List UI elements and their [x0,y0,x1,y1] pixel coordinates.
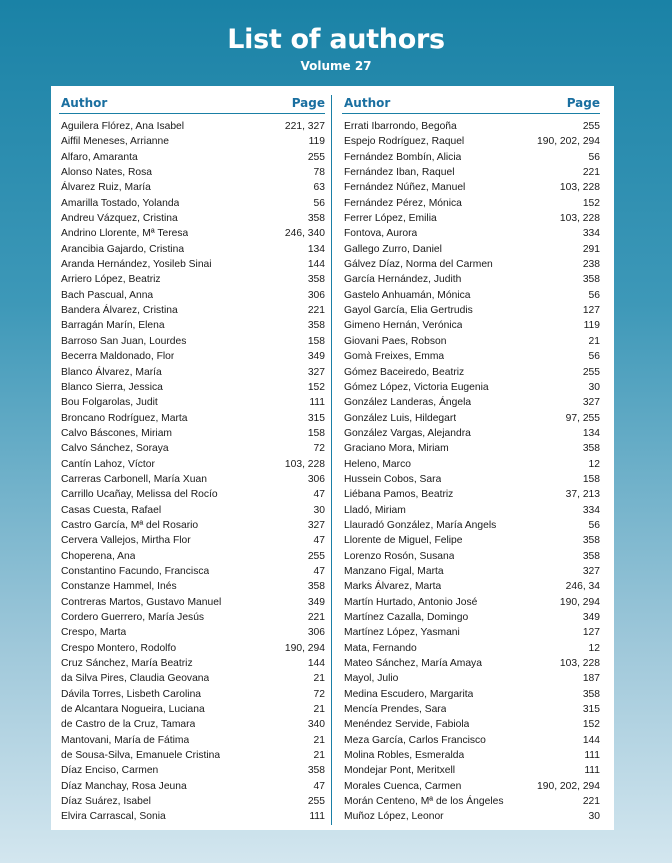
author-name: Arancibia Gajardo, Cristina [61,243,185,255]
author-name: Cantín Lahoz, Víctor [61,458,155,470]
author-pages: 119 [583,320,600,332]
author-pages: 221 [307,612,325,623]
author-name: Giovani Paes, Robson [344,335,447,347]
author-row [342,349,600,364]
author-row [342,365,600,380]
author-name: Dávila Torres, Lisbeth Carolina [61,688,202,700]
author-name: Díaz Manchay, Rosa Jeuna [61,780,187,792]
author-row [59,411,325,426]
author-name: Blanco Álvarez, María [61,366,162,378]
author-row [342,196,600,211]
author-name: Fernández Pérez, Mónica [344,197,462,209]
author-pages: 190, 202, 294 [537,780,600,792]
author-name: Gastelo Anhuamán, Mónica [344,289,471,301]
volume-subtitle: Volume 27 [300,59,372,73]
author-name: Martínez Cazalla, Domingo [344,612,469,623]
author-row [342,226,600,241]
author-pages: 246, 34 [565,581,600,593]
author-row [342,242,600,257]
author-pages: 103, 228 [559,658,600,670]
author-row [342,441,600,456]
author-pages: 358 [307,320,325,332]
author-pages: 30 [588,381,600,393]
author-row [342,272,600,287]
author-name: Cordero Guerrero, María Jesús [61,612,205,623]
author-row [342,334,600,349]
author-row [59,487,325,502]
author-name: Manzano Figal, Marta [344,565,444,577]
author-row [59,365,325,380]
author-row [59,779,325,794]
author-name: Mateo Sánchez, María Amaya [344,658,482,670]
left-column-header [59,95,325,114]
author-pages: 152 [582,719,600,731]
author-row [342,610,600,625]
author-row [59,426,325,441]
author-pages: 190, 202, 294 [537,136,600,148]
author-row [59,457,325,472]
author-pages: 78 [313,167,325,179]
author-row [342,518,600,533]
author-name: Álvarez Ruiz, María [61,182,151,194]
author-name: Andrino Llorente, Mª Teresa [61,228,189,240]
author-row [59,257,325,272]
author-pages: 37, 213 [565,489,600,501]
author-pages: 152 [582,197,600,209]
author-name: Constanze Hammel, Inés [61,581,177,593]
author-name: Crespo, Marta [61,627,127,639]
author-name: Mondejar Pont, Meritxell [344,765,456,777]
author-row [59,595,325,610]
author-row [342,641,600,656]
author-column-heading: Author [61,96,108,110]
author-row [59,119,325,134]
right-column-header [342,95,600,114]
author-row [342,472,600,487]
author-pages: 255 [582,366,600,378]
author-pages: 127 [582,305,600,317]
author-pages: 47 [313,489,325,501]
author-pages: 255 [582,121,600,132]
author-row [342,150,600,165]
author-name: Hussein Cobos, Sara [344,473,442,485]
author-name: Fernández Núñez, Manuel [344,182,466,194]
author-pages: 221 [582,167,600,179]
author-name: Muñoz López, Leonor [344,811,444,823]
author-name: Llauradó González, María Angels [344,519,497,531]
author-name: Marks Álvarez, Marta [344,581,442,593]
left-author-list [59,119,325,825]
author-index-panel [51,86,614,830]
author-pages: 221, 327 [284,121,325,132]
author-name: González Landeras, Ángela [344,397,472,409]
author-row [59,717,325,732]
author-row [342,380,600,395]
author-row [59,318,325,333]
author-pages: 103, 228 [559,182,600,194]
author-name: Gayol García, Elia Gertrudis [344,305,473,317]
author-name: Morales Cuenca, Carmen [344,780,462,792]
author-row [342,533,600,548]
author-pages: 327 [582,565,600,577]
author-row [342,733,600,748]
author-pages: 358 [582,274,600,286]
author-row [342,656,600,671]
author-row [342,717,600,732]
author-name: García Hernández, Judith [344,274,462,286]
author-pages: 327 [307,519,325,531]
author-row [59,349,325,364]
author-row [59,134,325,149]
author-name: de Alcantara Nogueira, Luciana [61,704,205,716]
author-row [59,395,325,410]
author-row [342,779,600,794]
author-name: Heleno, Marco [344,458,411,470]
author-pages: 306 [307,473,325,485]
author-row [59,656,325,671]
author-row [59,702,325,717]
author-pages: 47 [313,535,325,547]
author-pages: 349 [307,596,325,608]
author-row [59,503,325,518]
author-name: Alonso Nates, Rosa [61,167,153,179]
author-row [342,119,600,134]
author-row [59,564,325,579]
author-pages: 327 [307,366,325,378]
author-name: Bandera Álvarez, Cristina [61,305,178,317]
author-row [59,687,325,702]
author-pages: 158 [307,427,325,439]
author-pages: 358 [582,550,600,562]
author-name: Choperena, Ana [61,550,136,562]
author-name: Cervera Vallejos, Mirtha Flor [61,535,191,547]
author-name: Broncano Rodríguez, Marta [61,412,188,424]
author-name: Llorente de Miguel, Felipe [344,535,463,547]
author-row [59,242,325,257]
author-name: Ferrer López, Emilia [344,213,437,225]
author-pages: 291 [582,243,600,255]
author-pages: 358 [582,443,600,455]
author-name: Lladó, Miriam [344,504,406,516]
author-pages: 358 [307,213,325,225]
author-name: González Vargas, Alejandra [344,427,471,439]
author-row [342,134,600,149]
author-row [59,226,325,241]
author-name: Elvira Carrascal, Sonia [61,811,166,823]
author-row [342,303,600,318]
author-name: Andreu Vázquez, Cristina [61,213,178,225]
author-name: da Silva Pires, Claudia Geovana [61,673,210,685]
author-name: Lorenzo Rosón, Susana [344,550,455,562]
author-row [342,702,600,717]
author-name: Gómez Baceiredo, Beatriz [344,366,465,378]
author-pages: 30 [313,504,325,516]
author-pages: 358 [582,688,600,700]
author-pages: 255 [307,550,325,562]
author-pages: 358 [307,581,325,593]
author-name: Blanco Sierra, Jessica [61,381,163,393]
author-pages: 12 [588,458,600,470]
author-name: Medina Escudero, Margarita [344,688,474,700]
author-pages: 144 [582,734,600,746]
author-pages: 56 [588,351,600,363]
author-pages: 255 [307,151,325,163]
author-name: Fernández Iban, Raquel [344,167,455,179]
author-name: Fernández Bombín, Alicia [344,151,462,163]
author-row [342,549,600,564]
author-pages: 111 [309,811,325,823]
author-pages: 103, 228 [559,213,600,225]
author-row [59,518,325,533]
author-name: Martínez López, Yasmani [344,627,460,639]
author-name: Barroso San Juan, Lourdes [61,335,187,347]
author-pages: 255 [307,796,325,808]
author-row [59,272,325,287]
page-title: List of authors [227,24,445,55]
author-row [59,180,325,195]
author-name: González Luis, Hildegart [344,412,457,424]
author-name: Barragán Marín, Elena [61,320,165,332]
author-pages: 315 [307,412,325,424]
author-pages: 134 [582,427,600,439]
author-pages: 152 [307,381,325,393]
author-pages: 56 [588,151,600,163]
author-row [59,733,325,748]
author-pages: 134 [307,243,325,255]
author-row [342,426,600,441]
author-row [59,748,325,763]
author-name: Becerra Maldonado, Flor [61,351,175,363]
author-row [342,763,600,778]
author-pages: 221 [582,796,600,808]
author-row [59,165,325,180]
author-name: Bou Folgarolas, Judit [61,397,158,409]
author-row [59,549,325,564]
author-pages: 56 [313,197,325,209]
author-pages: 190, 294 [559,596,600,608]
author-name: Castro García, Mª del Rosario [61,519,199,531]
author-row [59,472,325,487]
author-pages: 190, 294 [284,642,325,654]
author-pages: 30 [588,811,600,823]
author-row [342,794,600,809]
author-row [59,380,325,395]
author-name: Calvo Sánchez, Soraya [61,443,169,455]
author-row [342,487,600,502]
author-row [342,288,600,303]
author-row [342,257,600,272]
author-name: Gallego Zurro, Daniel [344,243,442,255]
author-pages: 158 [307,335,325,347]
author-name: Morán Centeno, Mª de los Ángeles [344,796,504,808]
author-name: Aranda Hernández, Yosileb Sinai [61,259,212,271]
author-row [59,641,325,656]
author-pages: 158 [582,473,600,485]
author-row [342,457,600,472]
author-name: Constantino Facundo, Francisca [61,565,210,577]
author-name: Gomà Freixes, Emma [344,351,445,363]
author-name: Gálvez Díaz, Norma del Carmen [344,259,493,271]
author-row [342,395,600,410]
author-name: Graciano Mora, Miriam [344,443,449,455]
author-name: Espejo Rodríguez, Raquel [344,136,465,148]
author-name: Contreras Martos, Gustavo Manuel [61,596,222,608]
author-name: Molina Robles, Esmeralda [344,750,465,762]
author-pages: 72 [313,443,325,455]
author-pages: 334 [582,504,600,516]
author-pages: 47 [313,565,325,577]
author-row [342,211,600,226]
author-pages: 246, 340 [284,228,325,240]
author-pages: 111 [584,750,600,762]
author-row [59,150,325,165]
author-name: Crespo Montero, Rodolfo [61,642,177,654]
author-name: Díaz Suárez, Isabel [61,796,151,808]
author-pages: 144 [307,658,325,670]
author-name: Cruz Sánchez, María Beatriz [61,658,193,670]
author-pages: 56 [588,289,600,301]
author-pages: 327 [582,397,600,409]
author-row [59,441,325,456]
author-pages: 358 [582,535,600,547]
author-pages: 56 [588,519,600,531]
author-pages: 306 [307,289,325,301]
author-pages: 127 [582,627,600,639]
author-pages: 119 [308,136,325,148]
author-pages: 97, 255 [565,412,600,424]
author-pages: 111 [309,397,325,409]
author-name: Mata, Fernando [344,642,417,654]
author-pages: 334 [582,228,600,240]
author-column-heading: Author [344,96,391,110]
author-name: Calvo Báscones, Miriam [61,427,173,439]
author-pages: 111 [584,765,600,777]
page-column-heading: Page [291,96,325,110]
author-row [342,165,600,180]
author-pages: 221 [307,305,325,317]
author-row [59,334,325,349]
author-row [59,579,325,594]
author-pages: 21 [588,335,600,347]
author-pages: 238 [582,259,600,271]
author-name: Carreras Carbonell, María Xuan [61,473,207,485]
author-name: Mayol, Julio [344,673,399,685]
author-pages: 358 [307,765,325,777]
author-name: Gimeno Hernán, Verónica [344,320,463,332]
column-divider [331,95,332,825]
author-row [59,794,325,809]
author-pages: 340 [307,719,325,731]
author-row [342,687,600,702]
author-pages: 12 [588,642,600,654]
author-name: Liébana Pamos, Beatriz [344,489,454,501]
author-row [59,763,325,778]
author-row [342,503,600,518]
author-pages: 63 [313,182,325,194]
author-pages: 349 [582,612,600,623]
author-name: de Castro de la Cruz, Tamara [61,719,196,731]
author-row [342,411,600,426]
author-name: de Sousa-Silva, Emanuele Cristina [61,750,221,762]
author-row [59,533,325,548]
author-pages: 306 [307,627,325,639]
author-pages: 21 [313,704,325,716]
author-name: Alfaro, Amaranta [61,151,138,163]
author-pages: 358 [307,274,325,286]
author-row [59,196,325,211]
author-pages: 72 [313,688,325,700]
right-column [342,86,600,830]
author-row [59,211,325,226]
author-row [342,748,600,763]
author-row [342,564,600,579]
author-pages: 21 [313,750,325,762]
page-column-heading: Page [566,96,600,110]
author-pages: 144 [307,259,325,271]
author-pages: 349 [307,351,325,363]
author-name: Amarilla Tostado, Yolanda [61,197,180,209]
author-name: Aguilera Flórez, Ana Isabel [61,121,185,132]
author-name: Bach Pascual, Anna [61,289,154,301]
author-row [59,288,325,303]
author-pages: 21 [313,734,325,746]
author-name: Aiffil Meneses, Arrianne [61,136,169,148]
author-row [342,318,600,333]
author-name: Meza García, Carlos Francisco [344,734,486,746]
author-name: Fontova, Aurora [344,228,418,240]
author-pages: 21 [313,673,325,685]
author-row [342,809,600,824]
author-name: Gómez López, Victoria Eugenia [344,381,489,393]
author-pages: 187 [582,673,600,685]
author-row [59,303,325,318]
author-name: Martín Hurtado, Antonio José [344,596,478,608]
author-name: Díaz Enciso, Carmen [61,765,159,777]
right-author-list [342,119,600,825]
author-row [342,579,600,594]
author-row [342,625,600,640]
author-row [59,610,325,625]
author-row [342,595,600,610]
author-row [59,809,325,824]
author-name: Errati Ibarrondo, Begoña [344,121,457,132]
author-row [342,671,600,686]
author-name: Casas Cuesta, Rafael [61,504,162,516]
author-pages: 47 [313,780,325,792]
author-row [342,180,600,195]
author-name: Mantovani, María de Fátima [61,734,190,746]
left-column [59,86,325,830]
author-pages: 315 [582,704,600,716]
author-pages: 103, 228 [284,458,325,470]
author-name: Mencía Prendes, Sara [344,704,447,716]
author-row [59,671,325,686]
author-name: Menéndez Servide, Fabiola [344,719,470,731]
author-name: Arriero López, Beatriz [61,274,161,286]
author-name: Carrillo Ucañay, Melissa del Rocío [61,489,218,501]
author-row [59,625,325,640]
